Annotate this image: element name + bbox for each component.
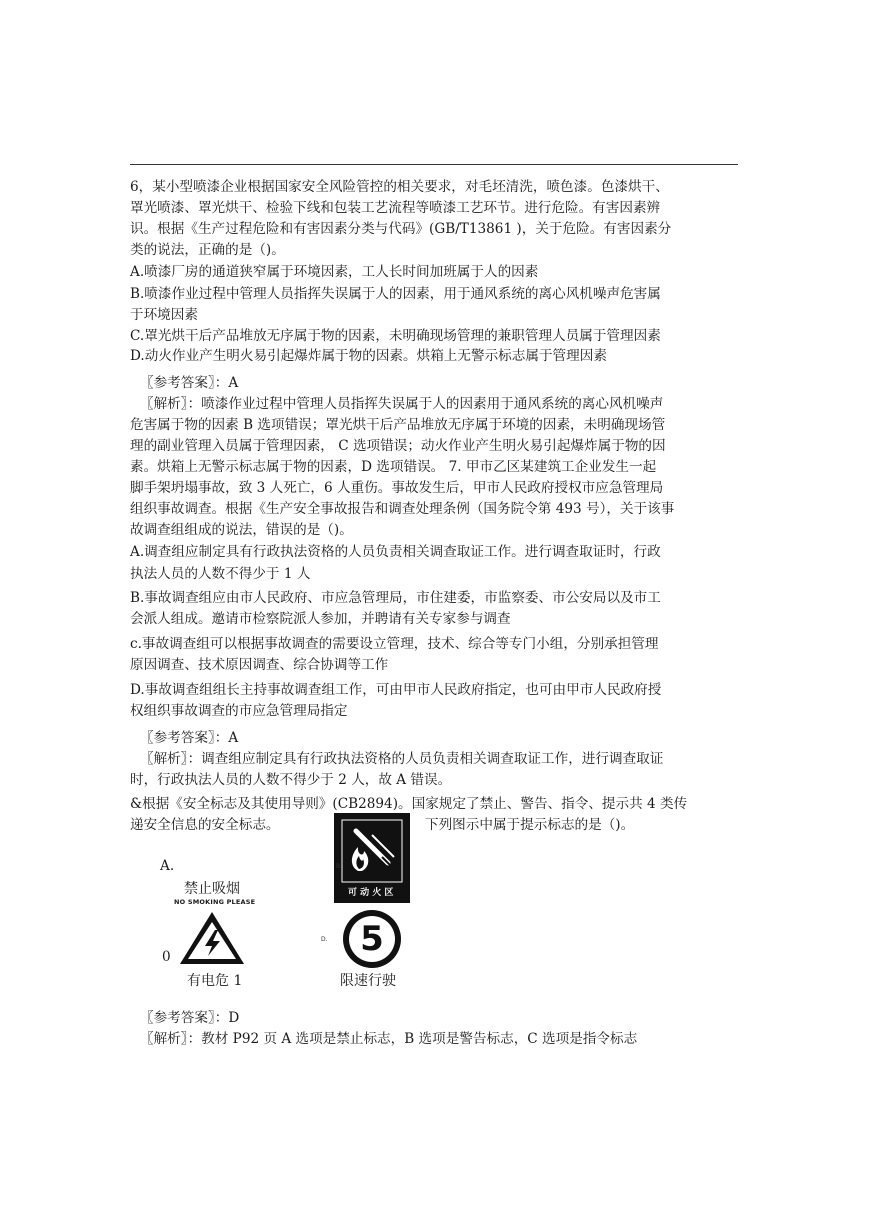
q6-option-d: D.动火作业产生明火易引起爆炸属于物的因素。烘箱上无警示标志属于管理因素 — [130, 348, 607, 364]
q6-stem-line: 6，某小型喷漆企业根据国家安全风险管控的相关要求，对毛坯清洗，喷色漆。色漆烘干、 — [130, 179, 669, 195]
q8-analysis: 〖解析〗：教材 P92 页 A 选项是禁止标志，B 选项是警告标志，C 选项是指令标志 — [140, 1031, 638, 1047]
no-smoking-text: NO SMOKING PLEASE — [174, 898, 256, 906]
q7-option-b-cont: 会派人组成。邀请市检察院派人参加，并聘请有关专家参与调查 — [130, 611, 511, 627]
figure-caption-c: 有电危 1 — [187, 973, 243, 989]
q7-option-c: c.事故调查组可以根据事故调查的需要设立管理，技术、综合等专门小组，分别承担管理 — [130, 636, 659, 652]
header-rule — [130, 164, 738, 165]
q6-stem-line: 识。根据《生产过程危险和有害因素分类与代码》(GB/T13861 )，关于危险。有害因素分 — [130, 221, 672, 237]
q6-stem-line: 罩光喷漆、罩光烘干、检验下线和包装工艺流程等喷漆工艺环节。进行危险。有害因素辨 — [130, 200, 661, 216]
q6-option-c: C.罩光烘干后产品堆放无序属于物的因素，未明确现场管理的兼职管理人员属于管理因素 — [130, 328, 661, 344]
q8-stem-line: &根据《安全标志及其使用导则》(CB2894)。国家规定了禁止、警告、指令、提示共 4 类传 — [130, 796, 688, 812]
q6-analysis-line: 组织事故调查。根据《生产安全事故报告和调查处理条例（国务院令第 493 号），关于该事 — [130, 501, 675, 517]
q7-option-d-cont: 权组织事故调查的市应急管理局指定 — [130, 703, 348, 719]
q6-option-a: A.喷漆厂房的通道狭窄属于环境因素，工人长时间加班属于人的因素 — [130, 264, 539, 280]
figure-label-b: B. — [336, 863, 343, 870]
lightning-warning-icon — [176, 908, 248, 968]
q6-analysis-line: 理的副业管理入员属于管理因素， C 选项错误；动火作业产生明火易引起爆炸属于物的因 — [130, 438, 666, 454]
electric-hazard-sign — [176, 908, 248, 968]
q6-analysis-line: 故调查组组成的说法，错误的是（)。 — [130, 522, 353, 538]
q6-answer: 〖参考答案〗：A — [140, 375, 239, 391]
q6-analysis-line: 〖解析〗：喷漆作业过程中管理人员指挥失误属于人的因素用于通风系统的离心风机噪声 — [140, 396, 664, 412]
q6-analysis-line: 危害属于物的因素 B 选项错误；罩光烘干后产品堆放无序属于环境的因素，未明确现场管 — [130, 417, 666, 433]
q8-stem-line: 递安全信息的安全标志。 — [130, 817, 280, 833]
figure-label-a: A. — [160, 858, 175, 874]
figure-label-d: D. — [321, 936, 328, 943]
q7-answer: 〖参考答案〗：A — [140, 730, 239, 746]
q6-stem-line: 类的说法，正确的是（)。 — [130, 242, 285, 258]
q7-analysis-line: 〖解析〗：调查组应制定具有行政执法资格的人员负责相关调查取证工作，进行调查取证 — [140, 751, 664, 767]
q6-option-b-cont: 于环境因素 — [130, 307, 198, 323]
figure-label-c: 0 — [162, 949, 171, 965]
q7-option-a-cont: 执法人员的人数不得少于 1 人 — [130, 566, 311, 582]
q6-analysis-line: 脚手架坍塌事故，致 3 人死亡，6 人重伤。事故发生后，甲市人民政府授权市应急管理局 — [130, 480, 664, 496]
q8-answer: 〖参考答案〗：D — [140, 1010, 240, 1026]
fire-zone-sign-text: 可 动 火 区 — [348, 888, 394, 898]
figure-caption-d: 限速行驶 — [340, 973, 396, 989]
figure-caption-a: 禁止吸烟 — [184, 881, 240, 897]
q7-option-b: B.事故调查组应由市人民政府、市应急管理局，市住建委，市监察委、市公安局以及市工 — [130, 590, 661, 606]
speed-limit-number: 5 — [360, 919, 384, 959]
q6-analysis-line: 素。烘箱上无警示标志属于物的因素，D 选项错误。 7. 甲市乙区某建筑工企业发生一起 — [130, 459, 657, 475]
q6-option-b: B.喷漆作业过程中管理人员指挥失误属于人的因素，用于通风系统的离心风机噪声危害属 — [130, 286, 661, 302]
q8-stem-line: 下列图示中属于提示标志的是（)。 — [425, 817, 635, 833]
q7-option-d: D.事故调查组组长主持事故调查组工作，可由甲市人民政府指定，也可由甲市人民政府授 — [130, 682, 662, 698]
q7-option-c-cont: 原因调查、技术原因调查、综合协调等工作 — [130, 657, 389, 673]
q7-analysis-line: 时，行政执法人员的人数不得少于 2 人，故 A 错误。 — [130, 772, 452, 788]
q7-option-a: A.调查组应制定具有行政执法资格的人员负责相关调查取证工作。进行调查取证时，行政 — [130, 544, 661, 560]
